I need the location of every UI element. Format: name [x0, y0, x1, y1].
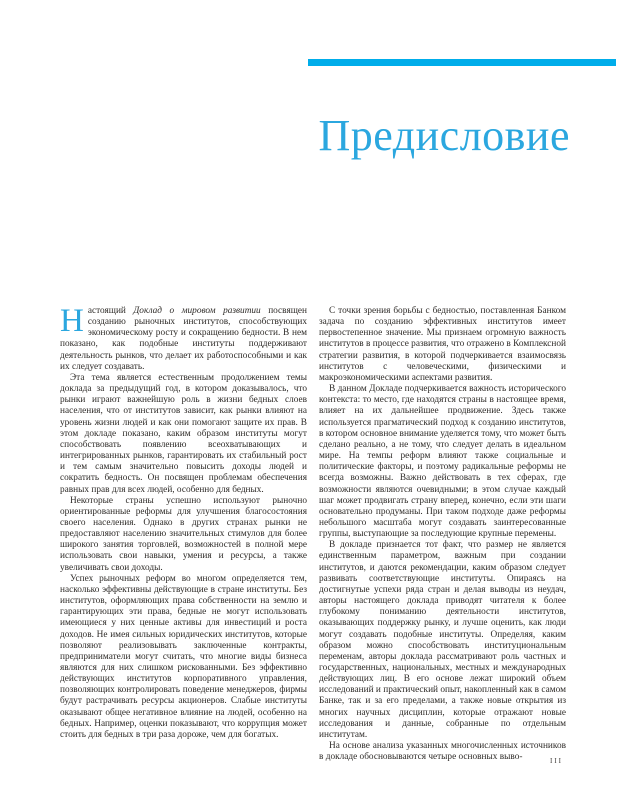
left-column-paragraphs — [60, 373, 307, 741]
paragraph: С точки зрения борьбы с бедностью, поставленная Банком задача по созданию эффективных институтов имеет первостепенное значение. Мы признаем огромную важность институтов в процессе развития, что отражено в Комплексной стратегии развития, в которой подчеркивается взаимосвязь институтов с человеческими, физическими и макроэкономическими аспектами развития. — [319, 306, 566, 383]
paragraph: В данном Докладе подчеркивается важность исторического контекста: то место, где находятся страны в настоящее время, влияет на их дальнейшее продвижение. Здесь также используется прагматический подход к созданию институтов, в котором основное внимание уделяется тому, что может быть сделано реально, а не тому, что следует делать в идеальном мире. На темпы реформ влияют также социальные и политические факторы, и поэтому радикальные реформы не всегда возможны. Важно действовать в тех сферах, где возможности являются очевидными; в этом случае каждый шаг может продвигать страну вперед, конечно, если эти шаги основательно продуманы. При таком подходе даже реформы небольшого масштаба могут создавать заинтересованные группы, выступающие за последующие крупные перемены. — [319, 384, 566, 540]
accent-rule — [308, 59, 616, 66]
opening-paragraph-text — [60, 303, 307, 372]
right-column-paragraphs — [319, 306, 566, 763]
paragraph: На основе анализа указанных многочисленных источников в докладе обосновываются четыре основных выво- — [319, 741, 566, 763]
report-title-italic: Доклад о мировом развитии — [133, 306, 261, 316]
page-title: Предисловие — [318, 111, 570, 160]
paragraph-text: посвящен созданию рыночных институтов, способствующих экономическому росту и сокращению бедности. В нем показано, как подобные институты поддерживают деятельность рынков, что делает их работоспособными и как их следует создавать. — [60, 306, 307, 372]
opening-paragraph — [60, 303, 307, 373]
paragraph: Эта тема является естественным продолжением темы доклада за предыдущий год, в котором доказывалось, что рынки играют важнейшую роль в жизни бедных слоев населения, что от институтов зависит, как рынки влияют на уровень жизни людей и как они помогают защите их прав. В этом докладе показано, каким образом институты могут способствовать появлению всеохватывающих и интегрированных рынков, гарантировать их стабильный рост и тем самым значительно повысить доходы людей и сократить бедность. Он посвящен проблемам обеспечения равных прав для всех людей, особенно для бедных. — [60, 372, 307, 495]
dropcap-letter: Н — [60, 303, 84, 339]
paragraph: Некоторые страны успешно используют рыночно ориентированные реформы для улучшения благосостояния своего населения. Однако в других странах рынки не предоставляют населению значительных стимулов для более широкого занятия торговлей, возможностей в полной мере использовать свои навыки, умения и ресурсы, а также увеличивать свои доходы. — [60, 495, 307, 573]
right-column — [319, 306, 566, 763]
text-columns — [60, 303, 566, 763]
paragraph: Успех рыночных реформ во многом определяется тем, насколько эффективны действующие в стране институты. Без институтов, оформляющих права собственности на землю и гарантирующих эти права, бедные не могут использовать имеющиеся у них ценные активы для инвестиций и роста доходов. Не имея сильных юридических институтов, которые позволяют реализовывать заключенные контракты, предприниматели могут считать, что многие виды бизнеса являются для них слишком рискованными. Без эффективно действующих институтов корпоративного управления, позволяющих контролировать поведение менеджеров, фирмы будут растрачивать ресурсы акционеров. Слабые институты оказывают общее негативное влияние на людей, особенно на бедных. Например, оценки показывают, что коррупция может стоить для бедных в три раза дороже, чем для богатых. — [60, 573, 307, 740]
paragraph: В докладе признается тот факт, что размер не является единственным параметром, важным при создании институтов, и даются рекомендации, каким образом следует развивать соответствующие институты. Опираясь на достигнутые успехи ряда стран и делая выводы из неудач, авторы настоящего доклада приводят читателя к более глубокому пониманию деятельности институтов, оказывающих поддержку рынку, и лучше оценить, как люди могут создавать подобные институты. Определяя, каким образом можно способствовать институциональным переменам, авторы доклада рассматривают роль частных и государственных, национальных, местных и международных действующих лиц. В его основе лежат широкий объем исследований и практический опыт, накопленный как в самом Банке, так и за его пределами, а также новые открытия из многих научных дисциплин, которые отражают новые исследования и данные, собранные по отдельным институтам. — [319, 540, 566, 740]
paragraph-text: астоящий — [87, 306, 134, 316]
page-number: iii — [550, 755, 563, 766]
left-column — [60, 303, 307, 763]
